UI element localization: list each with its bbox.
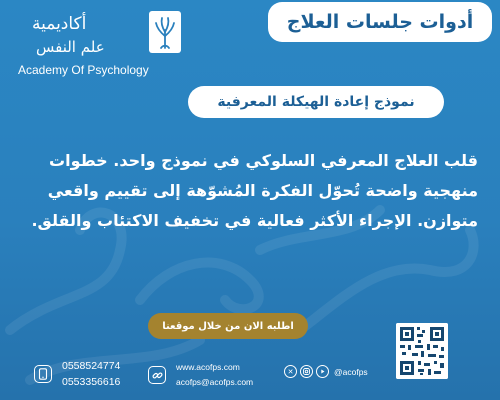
brand-arabic-line2: علم النفس (36, 38, 105, 56)
link-icon (148, 366, 166, 384)
youtube-icon[interactable] (316, 365, 329, 378)
social-links (284, 365, 368, 378)
qr-code-icon[interactable] (396, 323, 448, 379)
phone-numbers (34, 358, 120, 390)
social-handle[interactable]: @acofps (334, 366, 368, 377)
tools-title-pill: أدوات جلسات العلاج (268, 2, 492, 42)
brand-block (18, 8, 180, 80)
order-now-button[interactable]: اطلبه الان من خلال موقعنا (148, 313, 308, 339)
website-link[interactable]: www.acofps.com (176, 362, 240, 372)
x-icon[interactable]: ✕ (284, 365, 297, 378)
tree-in-head-icon (148, 10, 182, 54)
brand-arabic-line1: أكاديمية (32, 14, 87, 34)
brand-english-name: Academy Of Psychology (18, 63, 149, 77)
mobile-phone-icon (34, 365, 52, 383)
description-text: قلب العلاج المعرفي السلوكي في نموذج واحد. خطوات منهجية واضحة تُحوّل الفكرة المُشوّهة إلى تقييم واقعي متوازن. الإجراء الأكثر فعالية في تخفيف الاكتئاب والقلق. (31, 151, 478, 230)
model-title-pill: نموذج إعادة الهيكلة المعرفية (188, 86, 444, 118)
phone-number-1[interactable]: 0558524774 (62, 360, 121, 372)
instagram-icon[interactable] (300, 365, 313, 378)
email-link[interactable]: acofps@acofps.com (176, 377, 254, 387)
phone-number-2[interactable]: 0553356616 (62, 376, 121, 388)
web-contact (148, 360, 253, 390)
